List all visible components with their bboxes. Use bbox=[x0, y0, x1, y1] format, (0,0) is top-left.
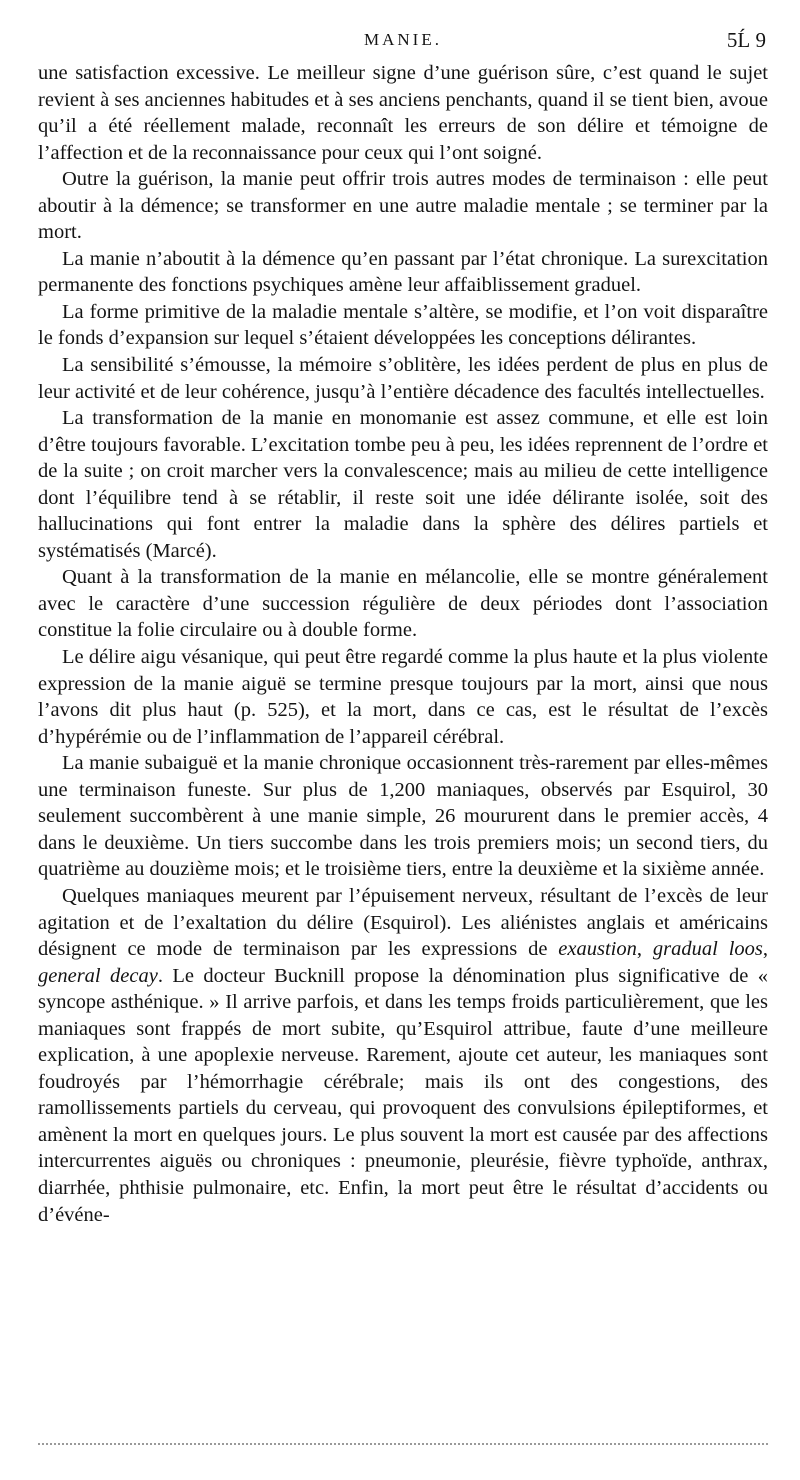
paragraph-6: La transformation de la manie en monomanie est assez commune, et elle est loin d’être toujours favorable. L’excitation tombe peu à peu, les idées reprennent de l’ordre et de la suite ; on croit marcher vers la convalescence; mais au milieu de cette intelligence dont l’équilibre tend à se rétablir, il reste soit une idée délirante isolée, soit des hallucinations qui font entrer la maladie dans la sphère des délires partiels et systématisés (Marcé). bbox=[38, 407, 768, 562]
paragraph-7: Quant à la transformation de la manie en mélancolie, elle se montre généralement avec le caractère d’une succession régulière de deux périodes dont l’association constitue la folie circulaire ou à double forme. bbox=[38, 566, 768, 642]
paragraph-9: La manie subaiguë et la manie chronique occasionnent très-rarement par elles-mêmes une terminaison funeste. Sur plus de 1,200 maniaques, observés par Esquirol, 30 seulement succombèrent à une manie simple, 26 moururent dans le premier accès, 4 dans le deuxième. Un tiers succombe dans les trois premiers mois; un second tiers, du quatrième au douzième mois; et le troisième tiers, entre la deuxième et la sixième année. bbox=[38, 752, 768, 881]
paragraph-4: La forme primitive de la maladie mentale s’altère, se modifie, et l’on voit disparaître le fonds d’expansion sur lequel s’étaient développées les conceptions délirantes. bbox=[38, 300, 768, 350]
paragraph-10 bbox=[38, 883, 768, 1228]
paragraph-1: une satisfaction excessive. Le meilleur signe d’une guérison sûre, c’est quand le sujet revient à ses anciennes habitudes et à ses anciens penchants, quand il se tient bien, avoue qu’il a été réellement malade, reconnaît les erreurs de son délire et témoigne de l’affection et de la reconnaissance pour ceux qui l’ont soigné. bbox=[38, 62, 768, 164]
running-title: MANIE. bbox=[364, 30, 442, 49]
paragraph-3: La manie n’aboutit à la démence qu’en passant par l’état chronique. La surexcitation permanente des fonctions psychiques amène leur affaiblissement graduel. bbox=[38, 247, 768, 297]
page-body bbox=[38, 60, 768, 1228]
paragraph-5: La sensibilité s’émousse, la mémoire s’oblitère, les idées perdent de plus en plus de leur activité et de leur cohérence, jusqu’à l’entière décadence des facultés intellectuelles. bbox=[38, 354, 768, 403]
paragraph-10-text-1: Quelques maniaques meurent par l’épuisement nerveux, résultant de l’excès de leur agitation et de l’exaltation du délire (Esquirol). Les aliénistes anglais et américains désignent ce mode de terminaison par les expressions de bbox=[38, 884, 768, 961]
separator-1: , bbox=[636, 938, 653, 961]
page-header bbox=[38, 30, 768, 60]
separator-2: , bbox=[762, 938, 768, 961]
bottom-bleed-line bbox=[38, 1443, 768, 1445]
term-general-decay: general decay bbox=[38, 964, 158, 987]
term-exaustion: exaustion bbox=[558, 938, 637, 961]
page-number: 5Ĺ 9 bbox=[726, 28, 766, 52]
paragraph-2: Outre la guérison, la manie peut offrir trois autres modes de terminaison : elle peut aboutir à la démence; se transformer en une autre maladie mentale ; se terminer par la mort. bbox=[38, 168, 768, 244]
paragraph-10-text-2: . Le docteur Bucknill propose la dénomination plus significative de « syncope asthénique. » Il arrive parfois, et dans les temps froids particulièrement, que les maniaques sont frappés de mort subite, qu’Esquirol attribue, faute d’une meilleure explication, à une apoplexie nerveuse. Rarement, ajoute cet auteur, les maniaques sont foudroyés par l’hémorrhagie cérébrale; mais ils ont des congestions, des ramollissements partiels du cerveau, qui provoquent des convulsions épileptiformes, et amènent la mort en quelques jours. Le plus souvent la mort est causée par des affections intercurrentes aiguës ou chroniques : pneumonie, pleurésie, fièvre typhoïde, anthrax, diarrhée, phthisie pulmonaire, etc. Enfin, la mort peut être le résultat d’accidents ou d’événe- bbox=[38, 964, 769, 1226]
term-gradual-loos: gradual loos bbox=[652, 938, 763, 961]
paragraph-8: Le délire aigu vésanique, qui peut être regardé comme la plus haute et la plus violente expression de la manie aiguë se termine presque toujours par la mort, ainsi que nous l’avons dit plus haut (p. 525), et la mort, dans ce cas, est le résultat de l’excès d’hypérémie ou de l’inflammation de l’appareil cérébral. bbox=[38, 646, 768, 748]
